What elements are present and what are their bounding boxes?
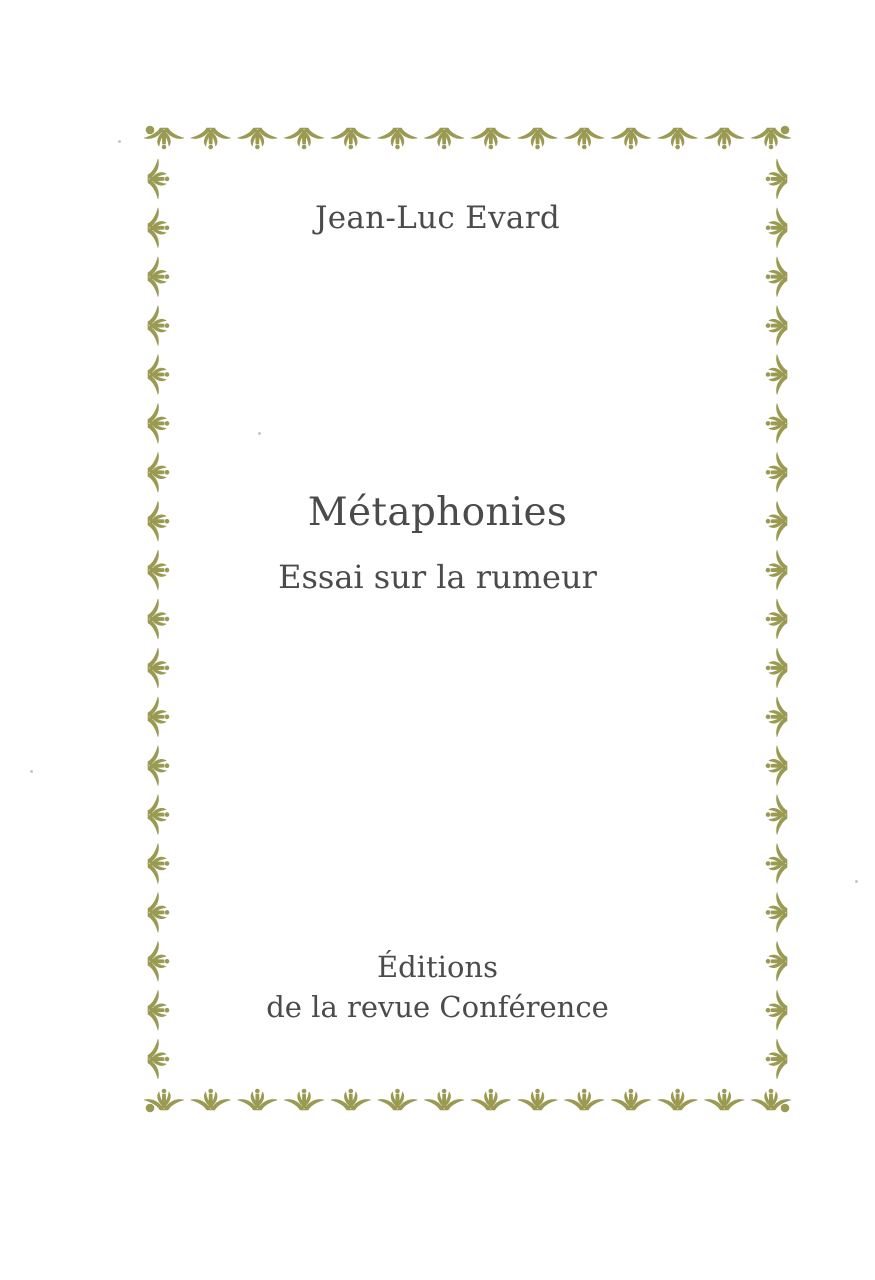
- palmette-icon: [148, 697, 169, 737]
- palmette-icon: [284, 128, 324, 149]
- palmette-icon: [148, 892, 169, 932]
- publisher-line-1: Éditions: [377, 950, 498, 984]
- palmette-icon: [704, 128, 744, 149]
- publisher-line-2: de la revue Conférence: [266, 990, 609, 1024]
- palmette-icon: [766, 1039, 787, 1079]
- palmette-icon: [331, 1089, 371, 1110]
- paper-speck: [30, 770, 33, 773]
- palmette-icon: [564, 128, 604, 149]
- book-title: Métaphonies: [307, 490, 568, 535]
- palmette-icon: [191, 1089, 231, 1110]
- palmette-icon: [766, 257, 787, 297]
- paper-speck: [855, 880, 858, 883]
- palmette-icon: [424, 1089, 464, 1110]
- paper-speck: [258, 432, 261, 435]
- paper-speck: [118, 140, 121, 143]
- palmette-icon: [766, 648, 787, 688]
- corner-rosette-icon: [781, 1104, 789, 1112]
- author-name: Jean-Luc Evard: [315, 200, 560, 236]
- corner-rosette-icon: [146, 126, 154, 134]
- palmette-icon: [704, 1089, 744, 1110]
- palmette-icon: [148, 159, 169, 199]
- palmette-icon: [518, 128, 558, 149]
- palmette-icon: [377, 1089, 417, 1110]
- palmette-icon: [148, 844, 169, 884]
- palmette-icon: [766, 795, 787, 835]
- palmette-icon: [148, 795, 169, 835]
- palmette-icon: [191, 128, 231, 149]
- palmette-icon: [148, 746, 169, 786]
- palmette-icon: [766, 697, 787, 737]
- palmette-icon: [148, 1039, 169, 1079]
- palmette-icon: [471, 1089, 511, 1110]
- palmette-icon: [148, 599, 169, 639]
- palmette-icon: [471, 128, 511, 149]
- palmette-icon: [237, 128, 277, 149]
- palmette-icon: [284, 1089, 324, 1110]
- palmette-icon: [766, 599, 787, 639]
- palmette-icon: [766, 452, 787, 492]
- palmette-icon: [766, 403, 787, 443]
- palmette-icon: [377, 128, 417, 149]
- palmette-icon: [148, 648, 169, 688]
- book-subtitle: Essai sur la rumeur: [278, 558, 597, 596]
- corner-rosette-icon: [781, 126, 789, 134]
- palmette-icon: [148, 452, 169, 492]
- palmette-icon: [766, 159, 787, 199]
- palmette-icon: [766, 355, 787, 395]
- palmette-icon: [658, 1089, 698, 1110]
- palmette-icon: [148, 306, 169, 346]
- palmette-icon: [766, 746, 787, 786]
- palmette-icon: [611, 128, 651, 149]
- palmette-icon: [518, 1089, 558, 1110]
- palmette-icon: [331, 128, 371, 149]
- palmette-icon: [148, 355, 169, 395]
- palmette-icon: [766, 306, 787, 346]
- palmette-icon: [564, 1089, 604, 1110]
- palmette-icon: [611, 1089, 651, 1110]
- palmette-icon: [766, 844, 787, 884]
- palmette-icon: [424, 128, 464, 149]
- palmette-icon: [148, 403, 169, 443]
- palmette-icon: [148, 257, 169, 297]
- palmette-icon: [237, 1089, 277, 1110]
- palmette-icon: [766, 892, 787, 932]
- palmette-icon: [658, 128, 698, 149]
- corner-rosette-icon: [146, 1104, 154, 1112]
